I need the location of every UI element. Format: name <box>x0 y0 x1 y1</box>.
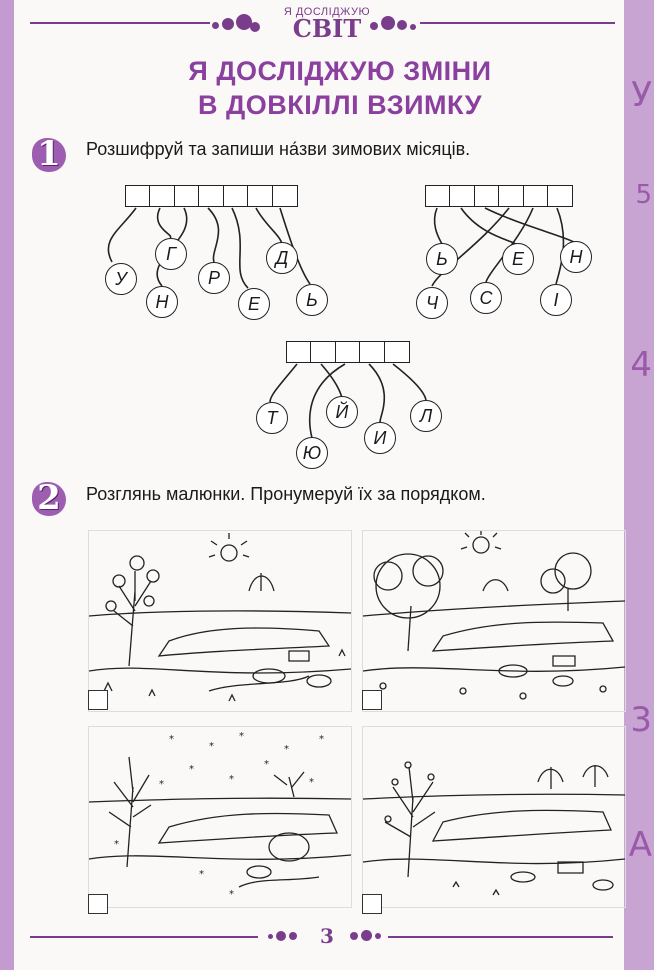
letter-bubble: Д <box>266 242 298 274</box>
task1-instruction: Розшифруй та запиши на́зви зимових місяців. <box>86 139 471 159</box>
order-number-box[interactable] <box>88 690 108 710</box>
task2-instruction: Розглянь малюнки. Пронумеруй їх за порядком. <box>86 484 486 504</box>
letter-bubble: Ю <box>296 437 328 469</box>
page-number: 3 <box>320 924 334 948</box>
svg-text:*: * <box>229 889 234 900</box>
answer-boxes-word2[interactable] <box>426 185 573 207</box>
svg-text:*: * <box>209 741 214 752</box>
letter-bubble: Е <box>502 243 534 275</box>
brand-big-text: СВІТ <box>292 14 362 43</box>
letter-bubble: Н <box>560 241 592 273</box>
season-picture-winter <box>88 726 352 908</box>
svg-text:*: * <box>319 734 324 745</box>
svg-text:*: * <box>199 869 204 880</box>
svg-text:*: * <box>189 764 194 775</box>
season-picture-autumn <box>362 726 626 908</box>
order-number-box[interactable] <box>362 690 382 710</box>
margin-glyph: 5 <box>635 180 652 210</box>
page-title-line1: Я ДОСЛІДЖУЮ ЗМІНИ <box>188 56 492 86</box>
page-title-line2: В ДОВКІЛЛІ ВЗИМКУ <box>197 90 482 120</box>
letter-bubble: Ь <box>296 284 328 316</box>
order-number-box[interactable] <box>88 894 108 914</box>
svg-text:*: * <box>284 744 289 755</box>
svg-text:*: * <box>114 839 119 850</box>
margin-glyph: 4 <box>630 345 652 385</box>
svg-text:*: * <box>264 759 269 770</box>
letter-bubble: І <box>540 284 572 316</box>
svg-text:*: * <box>309 777 314 788</box>
answer-boxes-word3[interactable] <box>287 341 410 363</box>
letter-bubble: Ь <box>426 243 458 275</box>
letter-bubble: Г <box>155 238 187 270</box>
svg-text:*: * <box>239 731 244 742</box>
task-number: 2 <box>37 478 61 518</box>
footer-rule-right <box>388 936 613 938</box>
letter-bubble: Ч <box>416 287 448 319</box>
season-picture-summer <box>362 530 626 712</box>
answer-boxes-word1[interactable] <box>126 185 298 207</box>
letter-bubble: Р <box>198 262 230 294</box>
letter-bubble: Е <box>238 288 270 320</box>
letter-bubble: Й <box>326 396 358 428</box>
letter-bubble: Н <box>146 286 178 318</box>
brand-small-text: Я ДОСЛІДЖУЮ <box>283 6 371 18</box>
svg-text:*: * <box>229 774 234 785</box>
letter-bubble: И <box>364 422 396 454</box>
season-picture-spring <box>88 530 352 712</box>
footer-rule-left <box>30 936 258 938</box>
letter-bubble: Л <box>410 400 442 432</box>
task-number-badge <box>32 478 68 518</box>
margin-glyph: 3 <box>630 700 652 740</box>
letter-bubble: У <box>105 263 137 295</box>
task-number: 1 <box>37 134 61 174</box>
letter-bubble: С <box>470 282 502 314</box>
svg-text:*: * <box>169 734 174 745</box>
order-number-box[interactable] <box>362 894 382 914</box>
margin-glyph: У <box>631 75 652 115</box>
letter-bubble: Т <box>256 402 288 434</box>
svg-text:*: * <box>159 779 164 790</box>
margin-glyph: А <box>628 825 652 865</box>
